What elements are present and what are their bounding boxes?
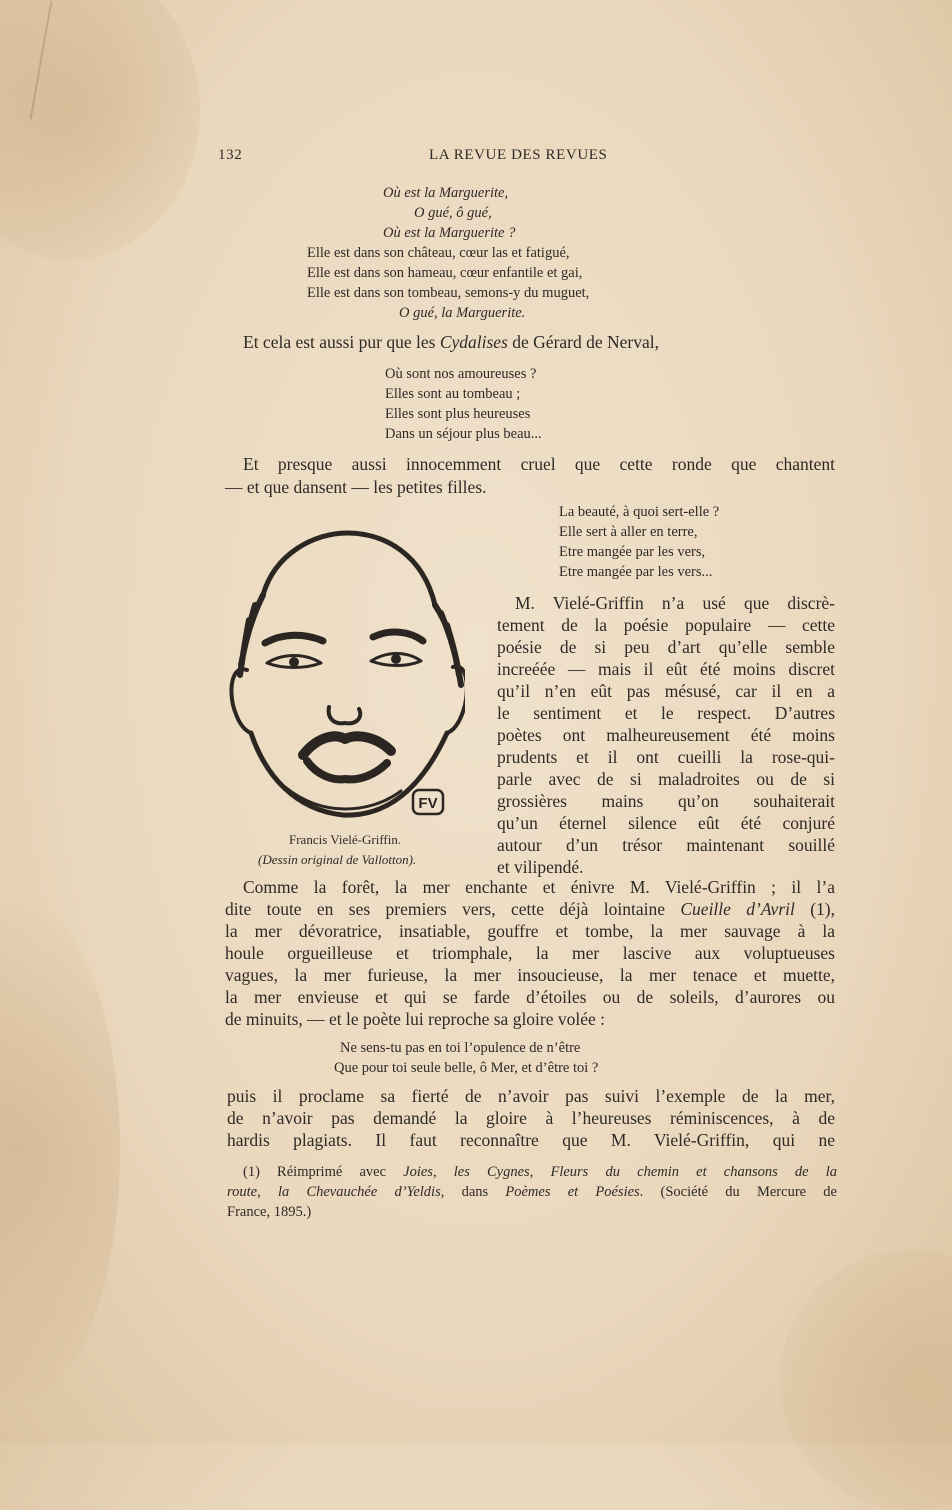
text-run-italic: Cydalises xyxy=(439,332,508,352)
pupil-right xyxy=(391,654,401,664)
footnote-line xyxy=(227,1162,837,1182)
paragraph-line: de minuits, — et le poète lui reproche sa gloire volée : xyxy=(225,1009,606,1029)
monogram-text: FV xyxy=(418,795,438,812)
caption-credit: (Dessin original de Vallotton). xyxy=(258,852,417,867)
text-run: (1), xyxy=(794,899,835,919)
head-outline xyxy=(263,533,435,605)
poem-line: Elles sont plus heureuses xyxy=(385,406,531,422)
paragraph-line: prudents et il ont cueilli la rose-qui- xyxy=(497,747,835,767)
poem-line: Où sont nos amoureuses ? xyxy=(385,366,537,382)
running-title: LA REVUE DES REVUES xyxy=(429,147,608,163)
nose xyxy=(329,707,361,723)
poem-line: La beauté, à quoi sert-elle ? xyxy=(559,504,720,520)
poem-line: O gué, la Marguerite. xyxy=(399,305,526,321)
footnote-line: France, 1895.) xyxy=(227,1204,312,1220)
paragraph-line: Comme la forêt, la mer enchante et énivre M. Vielé-Griffin ; il l’a xyxy=(243,877,835,897)
text-run: , xyxy=(257,1184,278,1200)
poem-line: Etre mangée par les vers... xyxy=(559,564,713,580)
paragraph-line: qu’il n’en eût pas mésusé, car il en a xyxy=(497,681,835,701)
text-run-italic: Joies xyxy=(403,1164,433,1180)
poem-line: Ne sens-tu pas en toi l’opulence de n’être xyxy=(340,1040,581,1056)
footnote-line xyxy=(227,1182,837,1202)
text-run-italic: route xyxy=(227,1184,258,1200)
eyebrow-left xyxy=(265,635,323,643)
ear-left xyxy=(232,669,251,733)
pupil-left xyxy=(289,657,299,667)
text-run: , dans xyxy=(440,1184,506,1200)
poem-line: Elle est dans son hameau, cœur enfantile et gai, xyxy=(307,265,583,281)
text-run: Et cela est aussi pur que les xyxy=(243,332,440,352)
paragraph-line xyxy=(225,898,835,920)
text-run: , xyxy=(529,1164,551,1180)
eyebrow-right xyxy=(373,632,423,641)
paper-stain xyxy=(0,0,200,260)
paragraph-line: houle orgueilleuse et triomphale, la mer lascive aux voluptueuses xyxy=(225,943,835,963)
paragraph-line: tement de la poésie populaire — cette xyxy=(497,615,835,635)
paragraph-line: Et presque aussi innocemment cruel que cette ronde que chantent xyxy=(243,454,835,474)
footnote xyxy=(227,1162,837,1222)
paragraph-line: autour d’un trésor maintenant souillé xyxy=(497,835,835,855)
poem-line: Où est la Marguerite, xyxy=(383,185,509,201)
poem-line: Etre mangée par les vers, xyxy=(559,544,706,560)
paragraph-line: la mer dévoratrice, insatiable, gouffre et tombe, la mer sauvage à la xyxy=(225,921,835,941)
poem-line: Elle sert à aller en terre, xyxy=(559,524,698,540)
paragraph-line: parle avec de si maladroites ou de si xyxy=(497,769,835,789)
paragraph-line: M. Vielé-Griffin n’a usé que discrè- xyxy=(515,593,835,613)
paragraph-line xyxy=(243,331,659,353)
text-run: . (Société du Mercure de xyxy=(639,1184,837,1200)
hair-right xyxy=(435,605,461,685)
paragraph-line: qu’un éternel silence eût été conjuré xyxy=(497,813,835,833)
poem-line: Elles sont au tombeau ; xyxy=(385,386,521,402)
text-run-italic: les Cygnes xyxy=(453,1164,530,1180)
paragraph-line: et vilipendé. xyxy=(497,857,584,877)
main-paragraph xyxy=(227,1085,835,1151)
poem-line: Que pour toi seule belle, ô Mer, et d’être toi ? xyxy=(334,1060,599,1076)
portrait-drawing xyxy=(225,525,465,825)
moustache xyxy=(303,736,391,755)
paper-crease xyxy=(30,1,53,120)
text-run-italic: la Chevauchée d’Yeldis xyxy=(277,1184,441,1200)
text-run-italic: Fleurs du chemin et chansons de la xyxy=(550,1164,838,1180)
hair-left xyxy=(240,595,263,675)
paragraph-line: de n’avoir pas demandé la gloire à l’heureuses réminiscences, à de xyxy=(227,1108,835,1128)
caption-name: Francis Vielé-Griffin. xyxy=(289,832,402,847)
paragraph-line: increéée — mais il eût été moins discret xyxy=(497,659,835,679)
text-run: (1) Réimprimé avec xyxy=(243,1164,404,1180)
paragraph-line: hardis plagiats. Il faut reconnaître que M. Vielé-Griffin, qui ne xyxy=(227,1130,835,1150)
main-paragraph xyxy=(225,876,835,1030)
poem-line: Où est la Marguerite ? xyxy=(383,225,516,241)
paper-stain xyxy=(780,1250,952,1510)
paragraph-line: — et que dansent — les petites filles. xyxy=(225,477,487,497)
page-number: 132 xyxy=(218,147,243,163)
poem-line: Elle est dans son tombeau, semons-y du muguet, xyxy=(307,285,590,301)
poem-line: Elle est dans son château, cœur las et fatigué, xyxy=(307,245,570,261)
text-run: dite toute en ses premiers vers, cette déjà lointaine xyxy=(225,899,681,919)
beard xyxy=(307,761,387,779)
paragraph-line: poésie de si peu d’art qu’elle semble xyxy=(497,637,835,657)
paragraph-line: la mer envieuse et qui se farde d’étoiles ou de soleils, d’aurores ou xyxy=(225,987,835,1007)
poem-line: O gué, ô gué, xyxy=(414,205,492,221)
text-run: de Gérard de Nerval, xyxy=(507,332,659,352)
paragraph-line: puis il proclame sa fierté de n’avoir pas suivi l’exemple de la mer, xyxy=(227,1086,835,1106)
text-run-italic: Poèmes et Poésies xyxy=(505,1184,640,1200)
paragraph-line: poètes ont malheureusement été moins xyxy=(497,725,835,745)
text-run-italic: Cueille d’Avril xyxy=(680,899,795,919)
paper-stain xyxy=(0,900,120,1400)
paragraph-line: grossières mains qu’on souhaiterait xyxy=(497,791,835,811)
paragraph-line: vagues, la mer furieuse, la mer insoucieuse, la mer tenace et muette, xyxy=(225,965,835,985)
text-run: , xyxy=(432,1164,454,1180)
poem-line: Dans un séjour plus beau... xyxy=(385,426,542,442)
paragraph-line: le sentiment et le respect. D’autres xyxy=(497,703,835,723)
side-paragraph xyxy=(497,592,835,878)
